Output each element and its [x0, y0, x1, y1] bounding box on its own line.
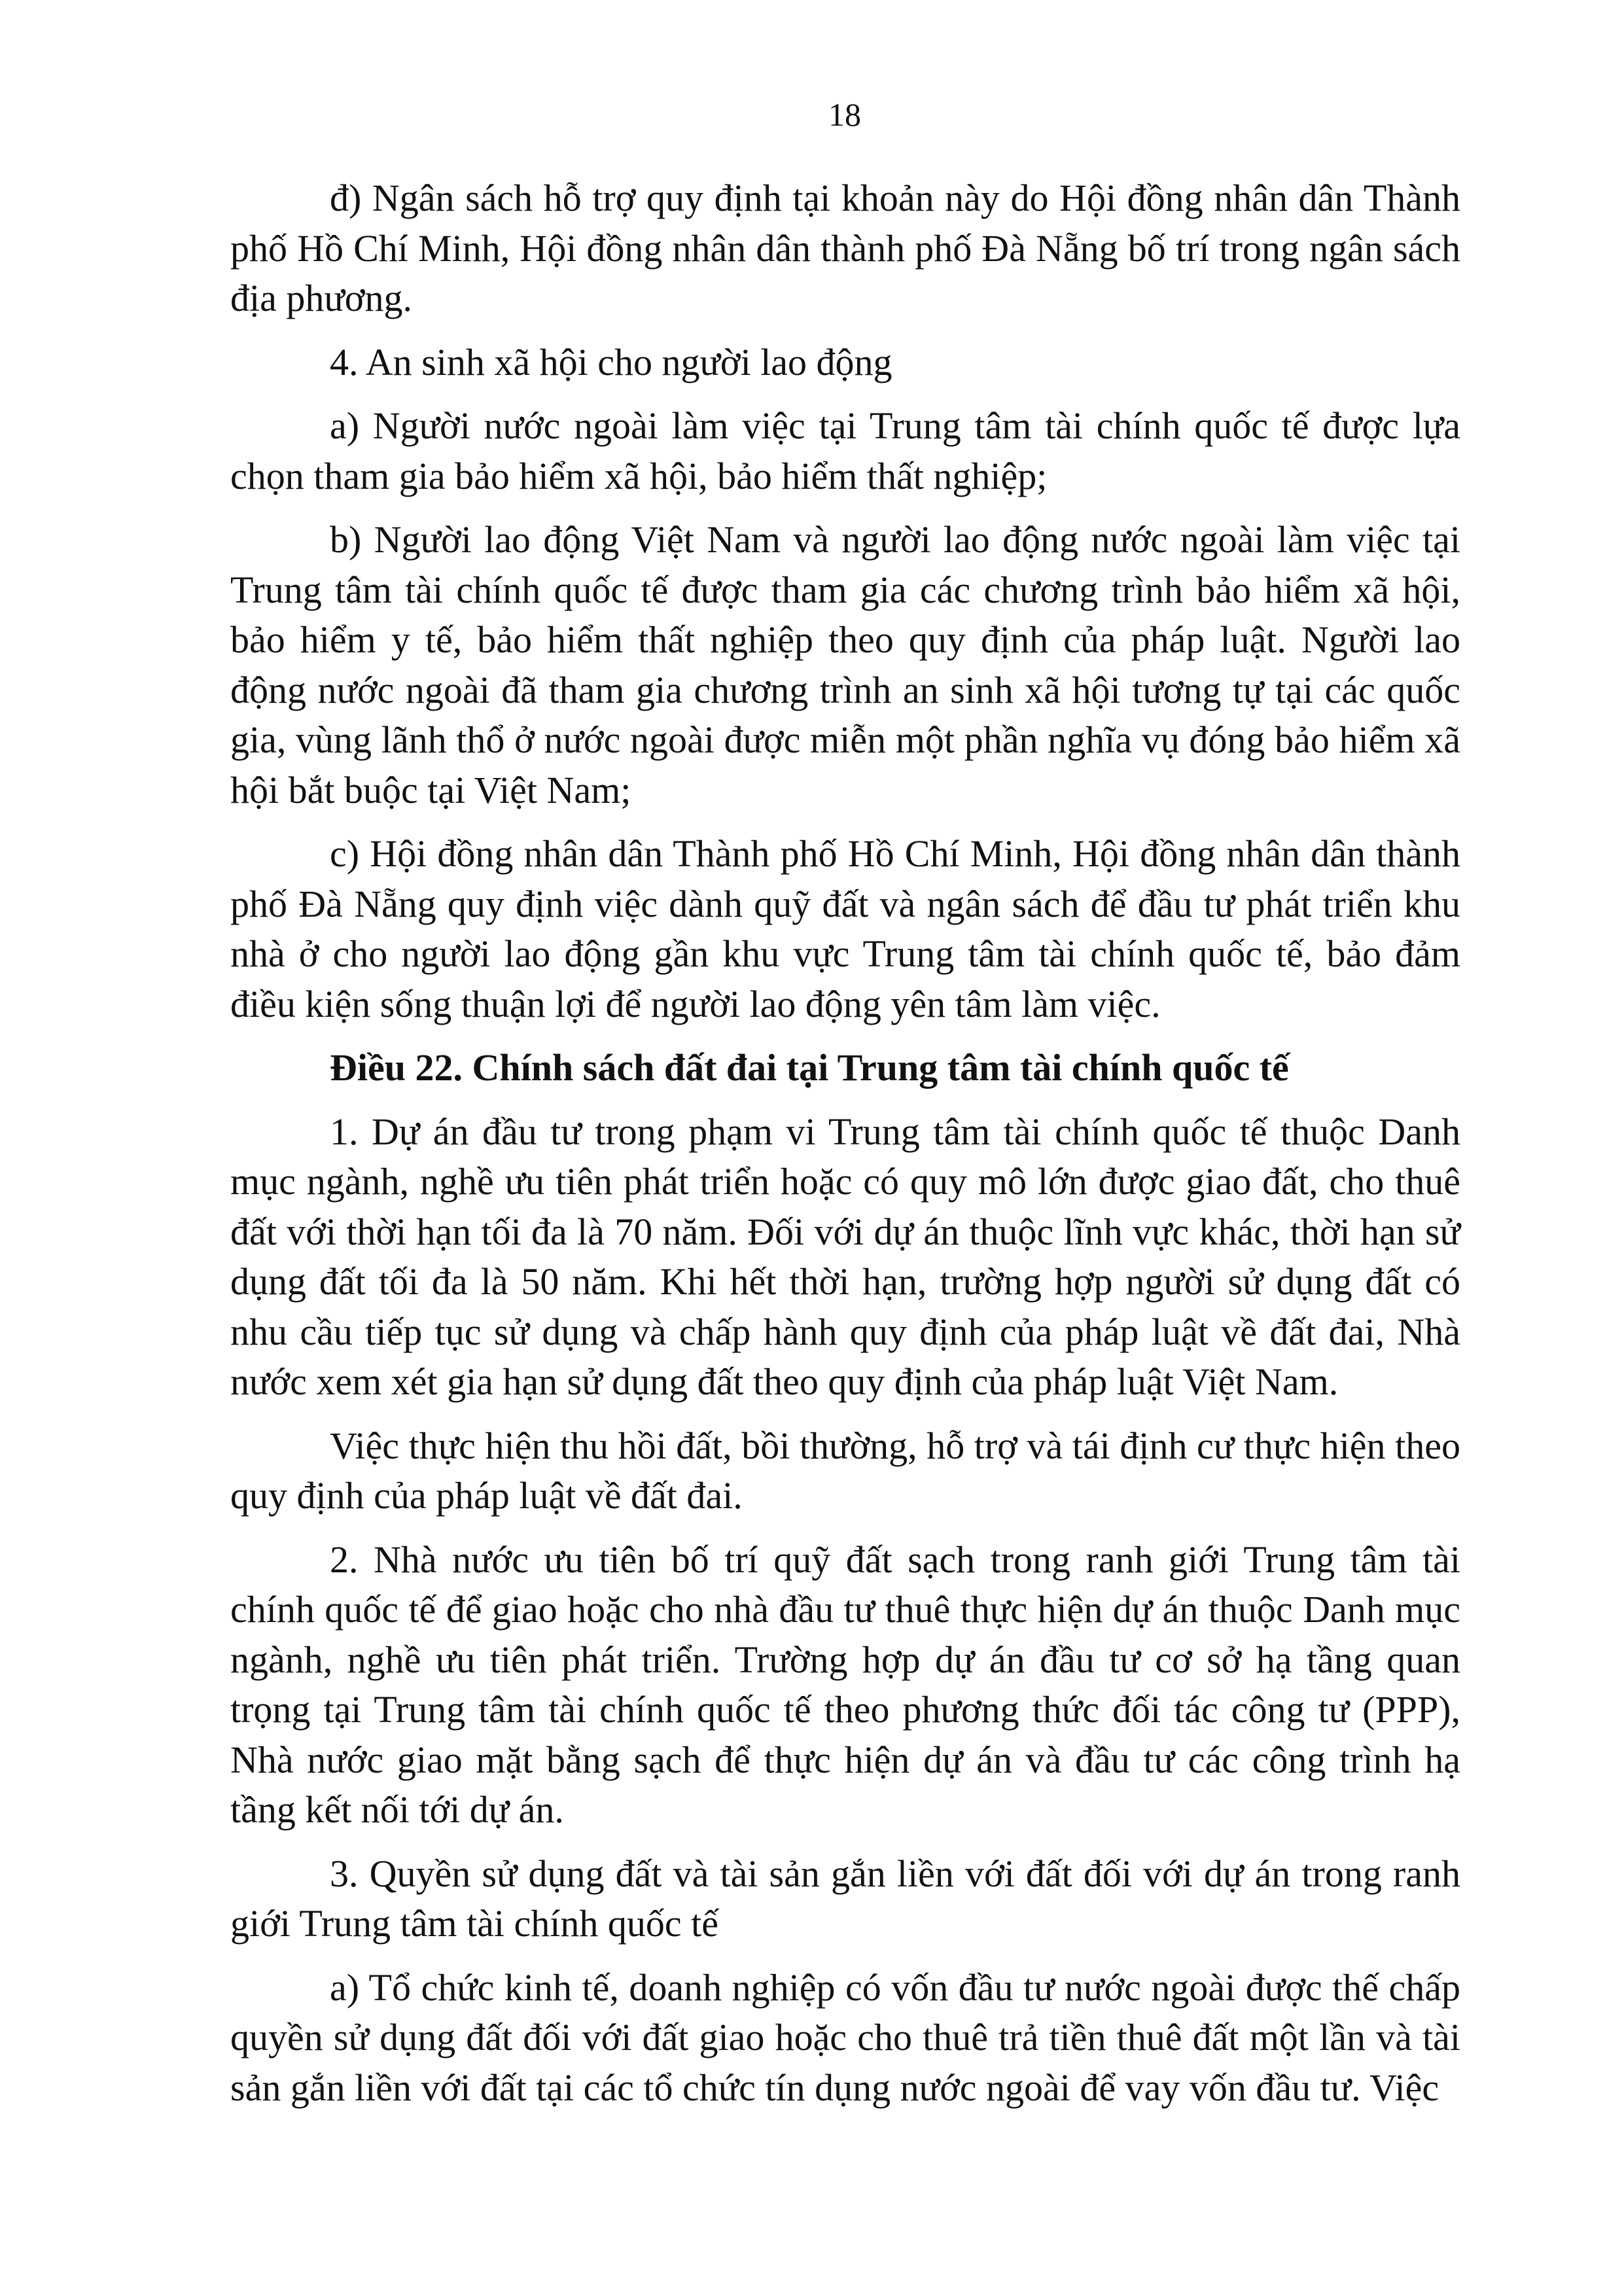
paragraph-c-housing: c) Hội đồng nhân dân Thành phố Hồ Chí Minh, Hội đồng nhân dân thành phố Đà Nẵng quy định việc dành quỹ đất và ngân sách để đầu tư phát triển khu nhà ở cho người lao động gần khu vực Trung tâm tài chính quốc tế, bảo đảm điều kiện sống thuận lợi để người lao động yên tâm làm việc.: [230, 832, 1460, 1025]
page-number: 18: [828, 96, 861, 133]
paragraph-d-budget: đ) Ngân sách hỗ trợ quy định tại khoản này do Hội đồng nhân dân Thành phố Hồ Chí Minh, Hội đồng nhân dân thành phố Đà Nẵng bố trí trong ngân sách địa phương.: [230, 177, 1460, 319]
paragraph-1-land-term: 1. Dự án đầu tư trong phạm vi Trung tâm tài chính quốc tế thuộc Danh mục ngành, nghề ưu tiên phát triển hoặc có quy mô lớn được giao đất, cho thuê đất với thời hạn tối đa là 70 năm. Đối với dự án thuộc lĩnh vực khác, thời hạn sử dụng đất tối đa là 50 năm. Khi hết thời hạn, trường hợp người sử dụng đất có nhu cầu tiếp tục sử dụng và chấp hành quy định của pháp luật về đất đai, Nhà nước xem xét gia hạn sử dụng đất theo quy định của pháp luật Việt Nam.: [230, 1110, 1460, 1403]
paragraph-2-clean-land: 2. Nhà nước ưu tiên bố trí quỹ đất sạch trong ranh giới Trung tâm tài chính quốc tế để giao hoặc cho nhà đầu tư thuê thực hiện dự án thuộc Danh mục ngành, nghề ưu tiên phát triển. Trường hợp dự án đầu tư cơ sở hạ tầng quan trọng tại Trung tâm tài chính quốc tế theo phương thức đối tác công tư (PPP), Nhà nước giao mặt bằng sạch để thực hiện dự án và đầu tư các công trình hạ tầng kết nối tới dự án.: [230, 1538, 1460, 1831]
document-body: [230, 173, 1460, 2127]
paragraph-b-insurance: b) Người lao động Việt Nam và người lao động nước ngoài làm việc tại Trung tâm tài chính quốc tế được tham gia các chương trình bảo hiểm xã hội, bảo hiểm y tế, bảo hiểm thất nghiệp theo quy định của pháp luật. Người lao động nước ngoài đã tham gia chương trình an sinh xã hội tương tự tại các quốc gia, vùng lãnh thổ ở nước ngoài được miễn một phần nghĩa vụ đóng bảo hiểm xã hội bắt buộc tại Việt Nam;: [230, 518, 1460, 811]
paragraph-3-land-use-rights: 3. Quyền sử dụng đất và tài sản gắn liền với đất đối với dự án trong ranh giới Trung tâm tài chính quốc tế: [230, 1852, 1460, 1945]
paragraph-a-foreign-workers: a) Người nước ngoài làm việc tại Trung tâm tài chính quốc tế được lựa chọn tham gia bảo hiểm xã hội, bảo hiểm thất nghiệp;: [230, 404, 1460, 497]
paragraph-a-mortgage: a) Tổ chức kinh tế, doanh nghiệp có vốn đầu tư nước ngoài được thế chấp quyền sử dụng đất đối với đất giao hoặc cho thuê trả tiền thuê đất một lần và tài sản gắn liền với đất tại các tổ chức tín dụng nước ngoài để vay vốn đầu tư. Việc: [230, 1966, 1460, 2109]
paragraph-land-recovery: Việc thực hiện thu hồi đất, bồi thường, hỗ trợ và tái định cư thực hiện theo quy định của pháp luật về đất đai.: [230, 1424, 1460, 1517]
paragraph-4-social-security: 4. An sinh xã hội cho người lao động: [330, 340, 892, 383]
article-22-heading: Điều 22. Chính sách đất đai tại Trung tâm tài chính quốc tế: [330, 1046, 1289, 1089]
